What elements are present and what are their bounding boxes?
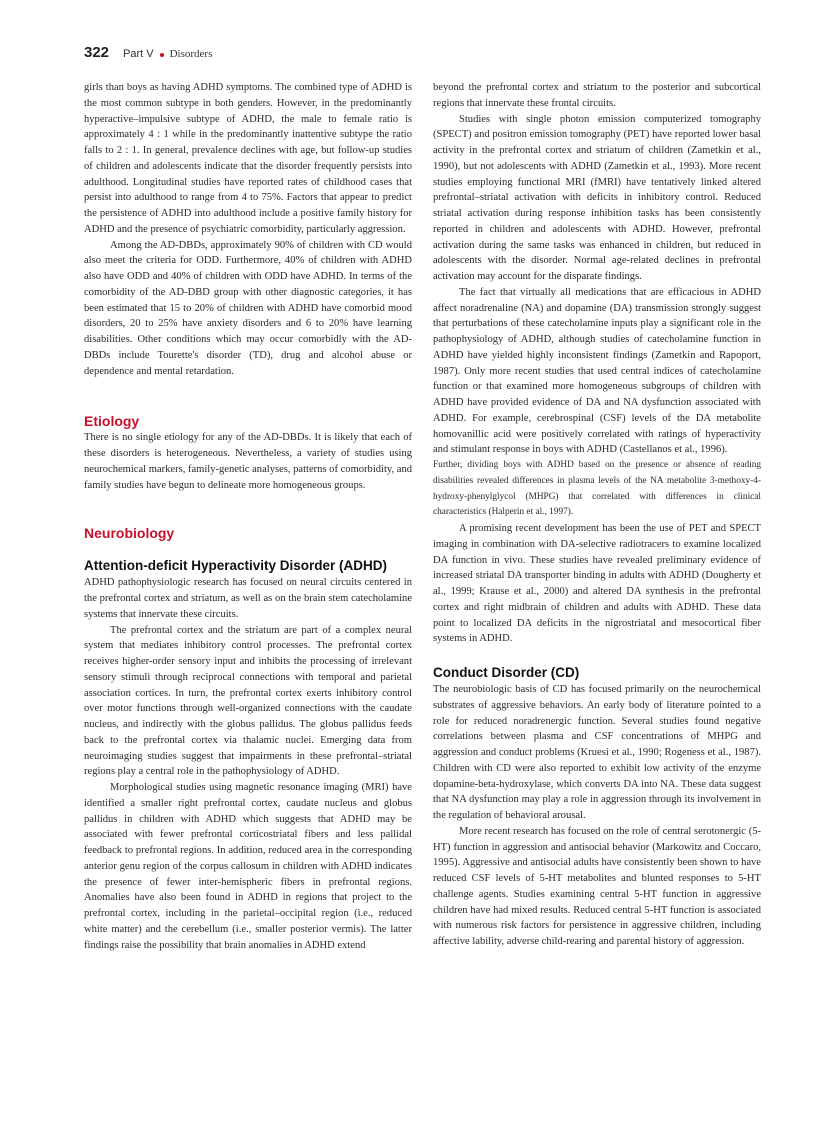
section-heading-etiology: Etiology xyxy=(84,413,140,430)
paragraph: ADHD pathophysiologic research has focused on neural circuits centered in the prefrontal cortex and striatum, as well as on the brain stem catecholamine systems that innervate these circuits. xyxy=(84,577,412,620)
paragraph: The neurobiologic basis of CD has focused primarily on the neurochemical substrates of aggressive behaviors. An early body of literature pointed to a role for reduced noradrenergic function. Several studies found negative correlations between plasma and CSF concentrations of MHPG and aggression and conduct problems (Kruesi et al., 1990; Rogeness et al., 1987). Children with CD were also reported to exhibit low activity of the enzyme dopamine-beta-hydroxylase, which converts DA into NA. These data suggest that NA dysfunction may play a role in aggression through its involvement in the regulation of behavioral arousal. xyxy=(433,684,761,821)
right-column xyxy=(433,80,761,950)
bullet-separator-icon xyxy=(160,53,164,57)
paragraph: Studies with single photon emission computerized tomography (SPECT) and positron emission tomography (PET) have reported lower basal activity in the prefrontal cortex and striatum of children (Zametkin et al., 1990), but not adolescents with ADHD (Zametkin et al., 1993). More recent studies employing functional MRI (fMRI) have tentatively linked altered prefrontal–striatal activation with deficits in inhibitory control. Reduced striatal activation during response inhibition tasks has been consistently reported in children and adolescents with ADHD. However, prefrontal activation during the same tasks was enhanced in children, but reduced in adolescents with the disorder. Normal age-related declines in prefrontal activation may account for the disparate findings. xyxy=(433,113,761,282)
paragraph: The prefrontal cortex and the striatum are part of a complex neural system that mediates inhibitory control processes. The prefrontal cortex receives higher-order sensory input and inhibits the processing of irrelevant sensory stimuli through reciprocal connections with temporal and parietal association cortices. In turn, the prefrontal cortex exerts inhibitory control over motor functions through well-organized connections with the caudate nucleus, and indirectly with the globus pallidus. The globus pallidus feeds back to the prefrontal cortex via thalamic nuclei. Emerging data from neuroimaging studies suggest that impairments in these prefrontal–striatal regions play a central role in the pathophysiology of ADHD. xyxy=(84,624,412,778)
paragraph: There is no single etiology for any of the AD-DBDs. It is likely that each of these disorders is heterogeneous. Nevertheless, a variety of studies using neurochemical markers, family-genetic analyses, patterns of comorbidity, and family studies have begun to delineate more homogeneous groups. xyxy=(84,432,412,491)
left-column xyxy=(84,80,412,953)
paragraph: Among the AD-DBDs, approximately 90% of children with CD would also meet the criteria for ODD. Furthermore, 40% of children with ADHD also have ODD and 40% of children with ODD have ADHD. In terms of the comorbidity of the AD-DBD group with other diagnostic categories, it has been estimated that 15 to 20% of children with ADHD have comorbid mood disorders, 20 to 25% have anxiety disorders and 6 to 20% have learning disabilities. Other conditions which may occur comorbidly with the AD-DBDs include Tourette's disorder (TD), drug and alcohol abuse or dependence and mental retardation. xyxy=(84,239,412,377)
running-head-section: Disorders xyxy=(169,48,213,60)
paragraph: girls than boys as having ADHD symptoms. The combined type of ADHD is the most common subtype in both genders. However, in the predominantly hyperactive–impulsive subtype of ADHD, the male to female ratio is approximately 4 : 1 while in the predominantly inattentive subtype the ratio falls to 2 : 1. In general, prevalence declines with age, but follow-up studies of children and adolescents indicate that the disorder frequently persists into adulthood. Longitudinal studies have reported rates of childhood cases that persist into adulthood to range from 4 to 75%. Factors that appear to predict the persistence of ADHD into adulthood include a positive family history for ADHD and the presence of psychiatric comorbidity, particularly aggression. xyxy=(84,82,412,235)
paragraph: A promising recent development has been the use of PET and SPECT imaging in combination with DA-selective radiotracers to examine localized DA function in vivo. These studies have revealed preliminary evidence of increased striatal DA transporter binding in adults with ADHD (Dougherty et al., 1999; Krause et al., 2000) and altered DA synthesis in the prefrontal cortex and right midbrain of children and adults with ADHD. These data point to localized DA deficits in the nigrostriatal and mesocortical fiber systems in ADHD. xyxy=(433,523,761,645)
paragraph-small: Further, dividing boys with ADHD based on the presence or absence of reading disabilities revealed differences in plasma levels of the NA metabolite 3-methoxy-4-hydroxy-phenylglycol (MHPG) that correlated with differences in clinical characteristics (Halperin et al., 1997). xyxy=(433,460,761,518)
paragraph: beyond the prefrontal cortex and striatum to the posterior and subcortical regions that innervate these frontal circuits. xyxy=(433,82,761,109)
subsection-heading-adhd: Attention-deficit Hyperactivity Disorder (ADHD) xyxy=(84,558,388,574)
paragraph: More recent research has focused on the role of central serotonergic (5-HT) function in aggression and antisocial behavior (Markowitz and Coccaro, 1995). Aggressive and antisocial adults have consistently been shown to have reduced CSF levels of 5-HT metabolites and blunted responses to 5-HT challenge agents. Studies examining central 5-HT function in aggressive children have had mixed results. Reduced central 5-HT function is associated with numerous risk factors for persistence in aggressive children, including affective lability, adverse child-rearing and parental history of aggression. xyxy=(433,825,761,947)
running-head-part: Part V xyxy=(123,48,154,60)
section-heading-neurobiology: Neurobiology xyxy=(84,525,175,542)
paragraph: Morphological studies using magnetic resonance imaging (MRI) have identified a smaller right prefrontal cortex, caudate nucleus and globus pallidus in children with ADHD which suggests that ADHD may be associated with fewer prefrontal corticostriatal fibers and less pallidal feedback to prefrontal regions. In addition, reduced area in the corresponding anterior genu region of the corpus callosum in children with ADHD indicates the presence of fewer inter-hemispheric fibers in prefrontal regions. Anomalies have also been found in ADHD in regions that project to the prefrontal cortex, including in the parietal–occipital region (i.e., reduced white matter) and the cerebellum (i.e., smaller posterior vermis). The latter findings raise the possibility that brain anomalies in ADHD extend xyxy=(84,782,412,951)
paragraph: The fact that virtually all medications that are efficacious in ADHD affect noradrenaline (NA) and dopamine (DA) transmission strongly suggest that perturbations of these catecholamine inputs play a significant role in the pathophysiology of ADHD, although studies of catecholamine function in ADHD have yielded highly inconsistent findings (Zametkin and Rapoport, 1987). Only more recent studies that used central indices of catecholamine function or that examined more homogeneous subgroups of children with ADHD have provided evidence of DA and NA dysfunction associated with ADHD. For example, cerebrospinal (CSF) levels of the DA metabolite homovanillic acid were positively correlated with ratings of hyperactivity and stimulant response in boys with ADHD (Castellanos et al., 1996). xyxy=(433,286,761,456)
page-header xyxy=(84,44,212,64)
subsection-heading-cd: Conduct Disorder (CD) xyxy=(433,665,580,680)
page-number: 322 xyxy=(84,44,110,61)
